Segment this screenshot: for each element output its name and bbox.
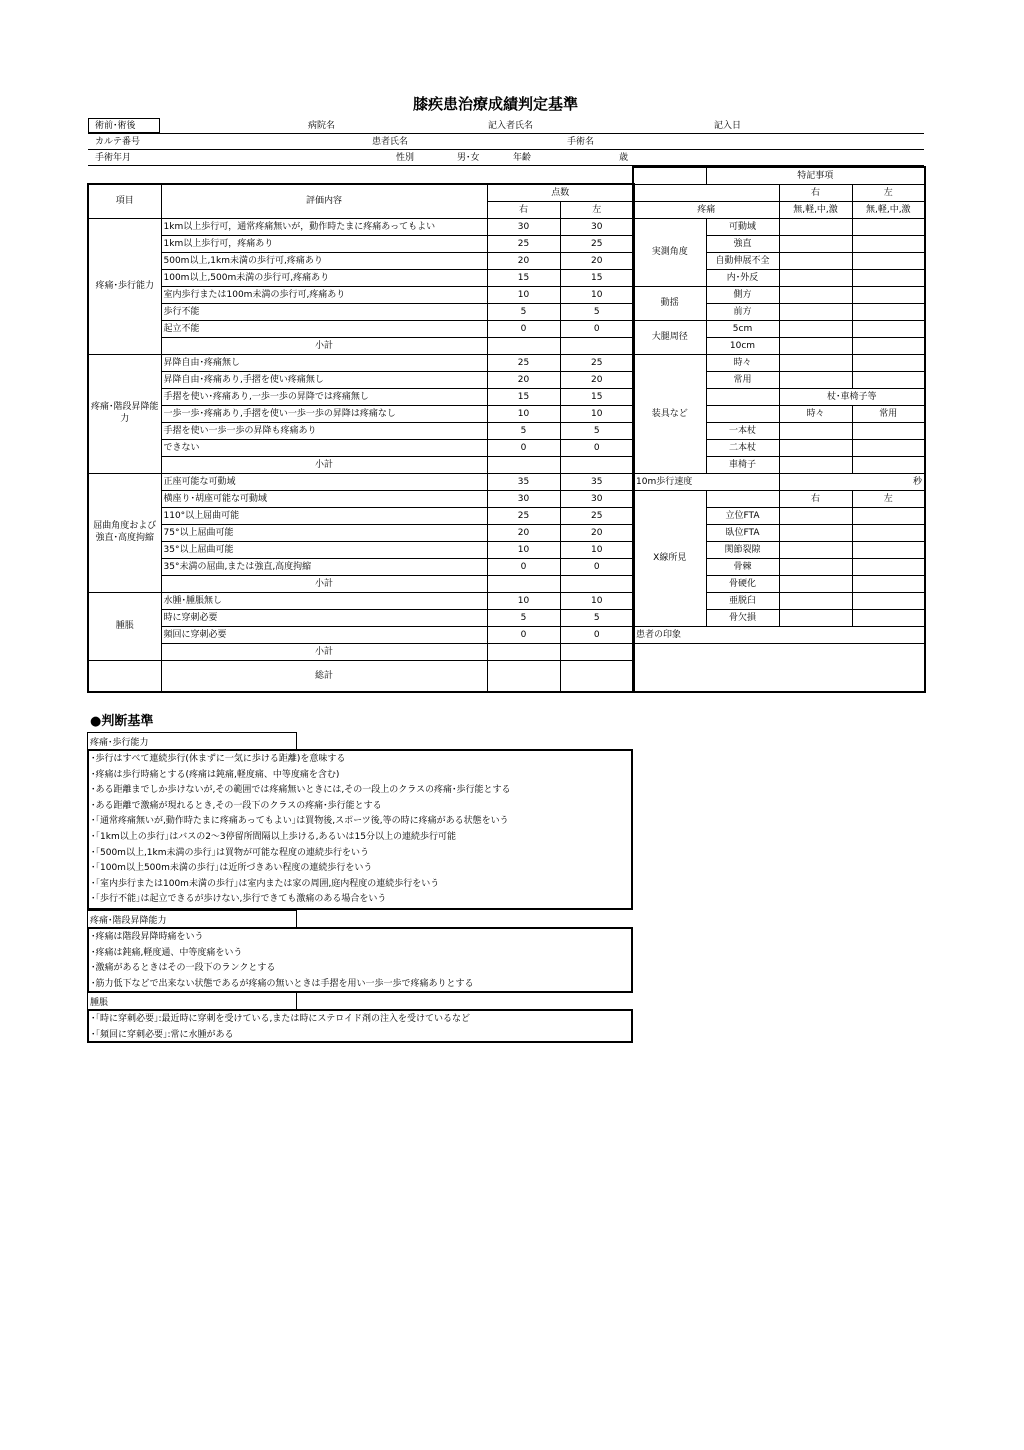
criteria-item: ･ある距離で激痛が現れるとき,その一段下のクラスの疼痛･歩行能とする <box>91 800 382 811</box>
header-line-1 <box>88 133 924 134</box>
col-points-header: 点数 <box>487 184 634 202</box>
eval-text: 75°以上屈曲可能 <box>161 525 487 542</box>
criteria-item: ･歩行はすべて連続歩行(休まずに一気に歩ける距離)を意味する <box>91 754 346 764</box>
score-row <box>88 287 634 304</box>
points-right: 20 <box>487 253 560 270</box>
score-row <box>88 627 634 644</box>
criteria-group-title <box>87 732 297 749</box>
cane-col-occasional: 時々 <box>779 406 852 423</box>
score-row <box>88 542 634 559</box>
points-left: 25 <box>560 508 634 525</box>
eval-text: 正座可能な可動域 <box>161 474 487 491</box>
section-label: 腫脹 <box>88 593 161 661</box>
device-group-label: 装具など <box>633 355 706 474</box>
subtotal-row <box>88 576 634 593</box>
thigh-group-label: 大腿周径 <box>633 321 706 355</box>
points-left: 10 <box>560 406 634 423</box>
score-row <box>88 389 634 406</box>
preop-postop-box[interactable] <box>88 118 160 133</box>
xray-right-header: 右 <box>779 491 852 508</box>
rom-left-cell[interactable] <box>852 270 925 287</box>
preop-postop-label: 術前･術後 <box>95 121 136 131</box>
thigh-item: 10cm <box>706 338 779 355</box>
instability-right-cell[interactable] <box>779 287 852 304</box>
criteria-item: ･｢1km以上の歩行｣はバスの2～3停留所間隔以上歩ける,あるいは15分以上の連続歩行可能 <box>91 831 456 842</box>
pain-scale-left[interactable]: 無,軽,中,激 <box>852 202 925 219</box>
xray-left-cell[interactable] <box>852 576 925 593</box>
points-left: 5 <box>560 610 634 627</box>
score-row <box>88 372 634 389</box>
instability-left-cell[interactable] <box>852 304 925 321</box>
points-left: 30 <box>560 491 634 508</box>
score-row <box>88 491 634 508</box>
criteria-item: ･筋力低下などで出来ない状態であるが疼痛の無いときは手摺を用い一歩一歩で疼痛ありとする <box>91 978 474 989</box>
criteria-item: ･激痛があるときはその一段下のランクとする <box>91 963 276 974</box>
score-row <box>88 440 634 457</box>
eval-text: 1km以上歩行可，通常疼痛無いが，動作時たまに疼痛あってもよい <box>161 219 487 236</box>
points-right: 30 <box>487 219 560 236</box>
points-right: 10 <box>487 406 560 423</box>
score-row <box>88 236 634 253</box>
cane-occasional-cell[interactable] <box>779 457 852 474</box>
xray-right-cell[interactable] <box>779 576 852 593</box>
cane-regular-cell[interactable] <box>852 440 925 457</box>
score-row <box>88 525 634 542</box>
header-line-2 <box>88 149 924 150</box>
points-right: 10 <box>487 593 560 610</box>
subtotal-left-cell[interactable] <box>560 644 634 661</box>
subtotal-row <box>88 644 634 661</box>
points-left: 0 <box>560 559 634 576</box>
points-right: 25 <box>487 355 560 372</box>
xray-right-cell[interactable] <box>779 525 852 542</box>
criteria-group-title <box>87 910 297 927</box>
surgery-date-label: 手術年月 <box>95 153 132 163</box>
xray-item: 亜脱臼 <box>706 593 779 610</box>
eval-text: 昇降自由･疼痛無し <box>161 355 487 372</box>
subtotal-row <box>88 457 634 474</box>
subtotal-label: 小計 <box>161 576 487 593</box>
subtotal-left-cell[interactable] <box>560 576 634 593</box>
points-left: 35 <box>560 474 634 491</box>
hospital-label: 病院名 <box>308 121 336 131</box>
rom-right-cell[interactable] <box>779 219 852 236</box>
patient-name-label: 患者氏名 <box>372 137 409 147</box>
points-right: 10 <box>487 542 560 559</box>
notes-table <box>632 166 926 693</box>
points-right: 20 <box>487 525 560 542</box>
score-row <box>88 355 634 372</box>
criteria-item: ･ある距離までしか歩けないが,その範囲では疼痛無いときには,その一段上のクラスの疼痛･歩行能とする <box>91 785 511 796</box>
cane-item: 車椅子 <box>706 457 779 474</box>
instability-item: 側方 <box>706 287 779 304</box>
cane-occasional-cell[interactable] <box>779 423 852 440</box>
eval-text: 起立不能 <box>161 321 487 338</box>
thigh-right-cell[interactable] <box>779 338 852 355</box>
score-row <box>88 406 634 423</box>
criteria-group-box <box>87 1009 633 1043</box>
subtotal-left-cell[interactable] <box>560 338 634 355</box>
rom-item: 内･外反 <box>706 270 779 287</box>
cane-item: 一本杖 <box>706 423 779 440</box>
col-eval-header: 評価内容 <box>161 184 487 219</box>
walk10-sec[interactable]: 秒 <box>779 474 925 491</box>
points-left: 20 <box>560 525 634 542</box>
notes-left-header: 左 <box>852 185 925 202</box>
subtotal-label: 小計 <box>161 644 487 661</box>
score-row <box>88 474 634 491</box>
instability-item: 前方 <box>706 304 779 321</box>
cane-occasional-cell[interactable] <box>779 440 852 457</box>
score-table <box>87 183 635 693</box>
device-right-cell[interactable] <box>779 355 852 372</box>
walk10-label: 10m歩行速度 <box>633 474 779 491</box>
xray-left-cell[interactable] <box>852 610 925 627</box>
points-right: 20 <box>487 372 560 389</box>
instability-group-label: 動揺 <box>633 287 706 321</box>
points-right: 5 <box>487 423 560 440</box>
points-left: 0 <box>560 627 634 644</box>
total-label: 総計 <box>161 661 487 693</box>
xray-left-header: 左 <box>852 491 925 508</box>
eval-text: 一歩一歩･疼痛あり,手摺を使い一歩一歩の昇降は疼痛なし <box>161 406 487 423</box>
rom-left-cell[interactable] <box>852 253 925 270</box>
cane-header: 杖･車椅子等 <box>779 389 925 406</box>
col-item-header: 項目 <box>88 184 161 219</box>
points-right: 0 <box>487 627 560 644</box>
criteria-item: ･疼痛は歩行時痛とする(疼痛は鈍痛,軽度痛、中等度痛を含む) <box>91 769 340 780</box>
cane-item: 二本杖 <box>706 440 779 457</box>
score-row <box>88 559 634 576</box>
criteria-heading: ●判断基準 <box>90 714 154 729</box>
col-left-header: 左 <box>560 202 634 219</box>
subtotal-left-cell[interactable] <box>560 457 634 474</box>
xray-item: 臥位FTA <box>706 525 779 542</box>
points-left: 20 <box>560 253 634 270</box>
xray-left-cell[interactable] <box>852 508 925 525</box>
points-right: 30 <box>487 491 560 508</box>
section-label: 疼痛･歩行能力 <box>88 219 161 355</box>
criteria-group-box <box>87 749 633 910</box>
subtotal-right-cell[interactable] <box>487 644 560 661</box>
instability-left-cell[interactable] <box>852 287 925 304</box>
device-right-cell[interactable] <box>779 372 852 389</box>
points-right: 25 <box>487 508 560 525</box>
eval-text: 頻回に穿刺必要 <box>161 627 487 644</box>
xray-item: 骨硬化 <box>706 576 779 593</box>
pain-label: 疼痛 <box>633 202 779 219</box>
criteria-item: ･｢頻回に穿刺必要｣:常に水腫がある <box>91 1029 234 1040</box>
eval-text: 手摺を使い一歩一歩の昇降も疼痛あり <box>161 423 487 440</box>
total-blank-cell <box>88 661 161 693</box>
xray-left-cell[interactable] <box>852 559 925 576</box>
subtotal-right-cell[interactable] <box>487 457 560 474</box>
cane-regular-cell[interactable] <box>852 423 925 440</box>
score-row <box>88 593 634 610</box>
eval-text: 手摺を使い･疼痛あり,一歩一歩の昇降では疼痛無し <box>161 389 487 406</box>
age-label: 年齢 <box>513 153 532 163</box>
score-row <box>88 508 634 525</box>
total-left-cell[interactable] <box>560 661 634 693</box>
subtotal-right-cell[interactable] <box>487 576 560 593</box>
recorder-label: 記入者氏名 <box>488 121 534 131</box>
subtotal-label: 小計 <box>161 338 487 355</box>
points-left: 10 <box>560 287 634 304</box>
subtotal-right-cell[interactable] <box>487 338 560 355</box>
points-left: 15 <box>560 389 634 406</box>
col-right-header: 右 <box>487 202 560 219</box>
criteria-group-title-text: 腫脹 <box>90 998 109 1008</box>
points-right: 15 <box>487 270 560 287</box>
score-row <box>88 610 634 627</box>
xray-left-cell[interactable] <box>852 593 925 610</box>
rom-item: 強直 <box>706 236 779 253</box>
points-right: 0 <box>487 440 560 457</box>
points-left: 25 <box>560 236 634 253</box>
criteria-item: ･｢100m以上500m未満の歩行｣は近所づきあい程度の連続歩行をいう <box>91 863 373 874</box>
subtotal-row <box>88 338 634 355</box>
eval-text: 時に穿刺必要 <box>161 610 487 627</box>
score-row <box>88 253 634 270</box>
points-right: 35 <box>487 474 560 491</box>
chart-number-label: カルテ番号 <box>95 137 141 147</box>
xray-right-cell[interactable] <box>779 593 852 610</box>
device-item: 常用 <box>706 372 779 389</box>
points-right: 10 <box>487 287 560 304</box>
thigh-left-cell[interactable] <box>852 321 925 338</box>
criteria-item: ･疼痛は鈍痛,軽度通、中等度痛をいう <box>91 947 243 958</box>
notes-right-header: 右 <box>779 185 852 202</box>
xray-right-cell[interactable] <box>779 542 852 559</box>
points-left: 5 <box>560 304 634 321</box>
criteria-group-title-text: 疼痛･歩行能力 <box>90 738 149 748</box>
points-right: 5 <box>487 610 560 627</box>
points-left: 5 <box>560 423 634 440</box>
criteria-item: ･｢室内歩行または100m未満の歩行｣は室内または家の周囲,庭内程度の連続歩行をいう <box>91 878 440 889</box>
points-right: 0 <box>487 559 560 576</box>
pain-scale-right[interactable]: 無,軽,中,激 <box>779 202 852 219</box>
score-row <box>88 304 634 321</box>
criteria-item: ･｢通常疼痛無いが,動作時たまに疼痛あってもよい｣は買物後,スポーツ後,等の時に疼痛がある状態をいう <box>91 816 509 827</box>
sex-label: 性別 <box>396 153 415 163</box>
criteria-item: ･｢歩行不能｣は起立できるが歩けない,歩行できても激痛のある場合をいう <box>91 894 387 905</box>
device-left-cell[interactable] <box>852 372 925 389</box>
rom-left-cell[interactable] <box>852 219 925 236</box>
xray-item: 骨棘 <box>706 559 779 576</box>
rom-item: 自動伸展不全 <box>706 253 779 270</box>
section-label: 疼痛･階段昇降能力 <box>88 355 161 474</box>
xray-right-cell[interactable] <box>779 610 852 627</box>
points-right: 5 <box>487 304 560 321</box>
eval-text: できない <box>161 440 487 457</box>
eval-text: 110°以上屈曲可能 <box>161 508 487 525</box>
xray-left-cell[interactable] <box>852 542 925 559</box>
xray-group-label: X線所見 <box>633 491 706 627</box>
xray-right-cell[interactable] <box>779 559 852 576</box>
criteria-group-box <box>87 927 633 993</box>
sex-options[interactable]: 男･女 <box>457 153 480 163</box>
rom-right-cell[interactable] <box>779 236 852 253</box>
impression-label: 患者の印象 <box>633 627 925 644</box>
eval-text: 横座り･胡座可能な可動域 <box>161 491 487 508</box>
total-row <box>88 661 634 693</box>
criteria-item: ･｢500m以上,1km未満の歩行｣は買物が可能な程度の連続歩行をいう <box>91 847 370 858</box>
criteria-group-title <box>87 992 297 1009</box>
eval-text: 昇降自由･疼痛あり,手摺を使い疼痛無し <box>161 372 487 389</box>
device-left-cell[interactable] <box>852 355 925 372</box>
rom-right-cell[interactable] <box>779 270 852 287</box>
points-left: 15 <box>560 270 634 287</box>
points-left: 10 <box>560 542 634 559</box>
instability-right-cell[interactable] <box>779 304 852 321</box>
criteria-item: ･疼痛は階段昇降時痛をいう <box>91 932 204 942</box>
impression-field[interactable] <box>633 644 925 693</box>
thigh-right-cell[interactable] <box>779 321 852 338</box>
thigh-left-cell[interactable] <box>852 338 925 355</box>
total-right-cell[interactable] <box>487 661 560 693</box>
xray-left-cell[interactable] <box>852 525 925 542</box>
score-row <box>88 219 634 236</box>
cane-col-regular: 常用 <box>852 406 925 423</box>
score-row <box>88 270 634 287</box>
rom-left-cell[interactable] <box>852 236 925 253</box>
points-right: 15 <box>487 389 560 406</box>
points-left: 10 <box>560 593 634 610</box>
eval-text: 35°未満の屈曲,または強直,高度拘縮 <box>161 559 487 576</box>
xray-item: 立位FTA <box>706 508 779 525</box>
rom-group-label: 実測角度 <box>633 219 706 287</box>
rom-item: 可動域 <box>706 219 779 236</box>
eval-text: 水腫･腫脹無し <box>161 593 487 610</box>
eval-text: 500m以上,1km未満の歩行可,疼痛あり <box>161 253 487 270</box>
criteria-group-title-text: 疼痛･階段昇降能力 <box>90 916 167 926</box>
page-title: 膝疾患治療成績判定基準 <box>413 95 579 113</box>
date-label: 記入日 <box>714 121 742 131</box>
points-left: 30 <box>560 219 634 236</box>
points-left: 0 <box>560 440 634 457</box>
age-unit: 歳 <box>619 153 629 163</box>
eval-text: 35°以上屈曲可能 <box>161 542 487 559</box>
xray-right-cell[interactable] <box>779 508 852 525</box>
points-right: 0 <box>487 321 560 338</box>
xray-item: 関節裂隙 <box>706 542 779 559</box>
subtotal-label: 小計 <box>161 457 487 474</box>
cane-regular-cell[interactable] <box>852 457 925 474</box>
device-item: 時々 <box>706 355 779 372</box>
points-left: 20 <box>560 372 634 389</box>
score-row <box>88 321 634 338</box>
score-row <box>88 423 634 440</box>
notes-title: 特記事項 <box>706 167 925 185</box>
eval-text: 室内歩行または100m未満の歩行可,疼痛あり <box>161 287 487 304</box>
points-left: 0 <box>560 321 634 338</box>
criteria-item: ･｢時に穿刺必要｣:最近時に穿刺を受けている,または時にステロイド剤の注入を受けているなど <box>91 1014 470 1024</box>
xray-item: 骨欠損 <box>706 610 779 627</box>
rom-right-cell[interactable] <box>779 253 852 270</box>
section-label: 屈曲角度および強直･高度拘縮 <box>88 474 161 593</box>
eval-text: 1km以上歩行可，疼痛あり <box>161 236 487 253</box>
surgery-name-label: 手術名 <box>567 137 595 147</box>
thigh-item: 5cm <box>706 321 779 338</box>
eval-text: 歩行不能 <box>161 304 487 321</box>
eval-text: 100m以上,500m未満の歩行可,疼痛あり <box>161 270 487 287</box>
points-right: 25 <box>487 236 560 253</box>
points-left: 25 <box>560 355 634 372</box>
